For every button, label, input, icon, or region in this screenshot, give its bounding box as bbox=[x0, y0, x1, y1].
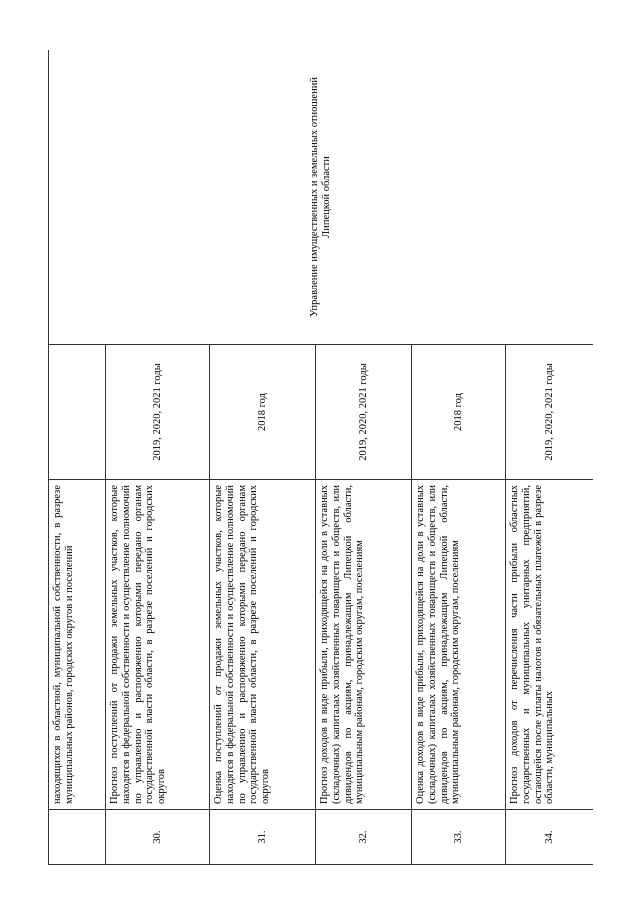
row-description: находящихся в областной, муниципальной собственности, в разрезе муниципальных районов, городских округов и поселений bbox=[49, 480, 106, 810]
row-number: 34. bbox=[506, 810, 594, 865]
row-period bbox=[49, 345, 106, 480]
row-number: 33. bbox=[412, 810, 506, 865]
row-period: 2019, 2020, 2021 годы bbox=[106, 345, 210, 480]
row-period: 2019, 2020, 2021 годы bbox=[316, 345, 412, 480]
row-description: Прогноз поступлений от продажи земельных участков, которые находятся в федеральной собственности и осуществление полномочий по управлению и распоряжению которыми передано органам государственной власти области, в разрезе поселений и городских округов bbox=[106, 480, 210, 810]
row-number: 31. bbox=[210, 810, 316, 865]
row-number bbox=[49, 810, 106, 865]
row-number: 32. bbox=[316, 810, 412, 865]
rotated-table-frame bbox=[48, 50, 593, 865]
forecast-table bbox=[48, 50, 593, 865]
row-number: 30. bbox=[106, 810, 210, 865]
row-period: 2018 год bbox=[210, 345, 316, 480]
row-period: 2018 год bbox=[412, 345, 506, 480]
row-description: Прогноз доходов от перечисления части прибыли областных государственных и муниципальных унитарных предприятий, остающейся после уплаты налогов и обязательных платежей в разрезе области, муниципальных bbox=[506, 480, 594, 810]
landscape-layer bbox=[48, 50, 593, 865]
table-row bbox=[49, 50, 106, 865]
row-description: Прогноз доходов в виде прибыли, приходящейся на доли в уставных (складочных) капиталах хозяйственных товариществ и обществ, или дивидендов по акциям, принадлежащим Липецкой области, муниципальным районам, городским округам, поселениям bbox=[316, 480, 412, 810]
row-description: Оценка доходов в виде прибыли, приходящейся на доли в уставных (складочных) капиталах хозяйственных товариществ и обществ, или дивидендов по акциям, принадлежащим Липецкой области, муниципальным районам, городским округам, поселениям bbox=[412, 480, 506, 810]
responsible-agency: Управление имущественных и земельных отношений Липецкой области bbox=[49, 50, 594, 345]
row-period: 2019, 2020, 2021 годы bbox=[506, 345, 594, 480]
row-description: Оценка поступлений от продажи земельных участков, которые находятся в федеральной собственности и осуществление полномочий по управлению и распоряжению которыми передано органам государственной власти области, в разрезе поселений и городских округов bbox=[210, 480, 316, 810]
